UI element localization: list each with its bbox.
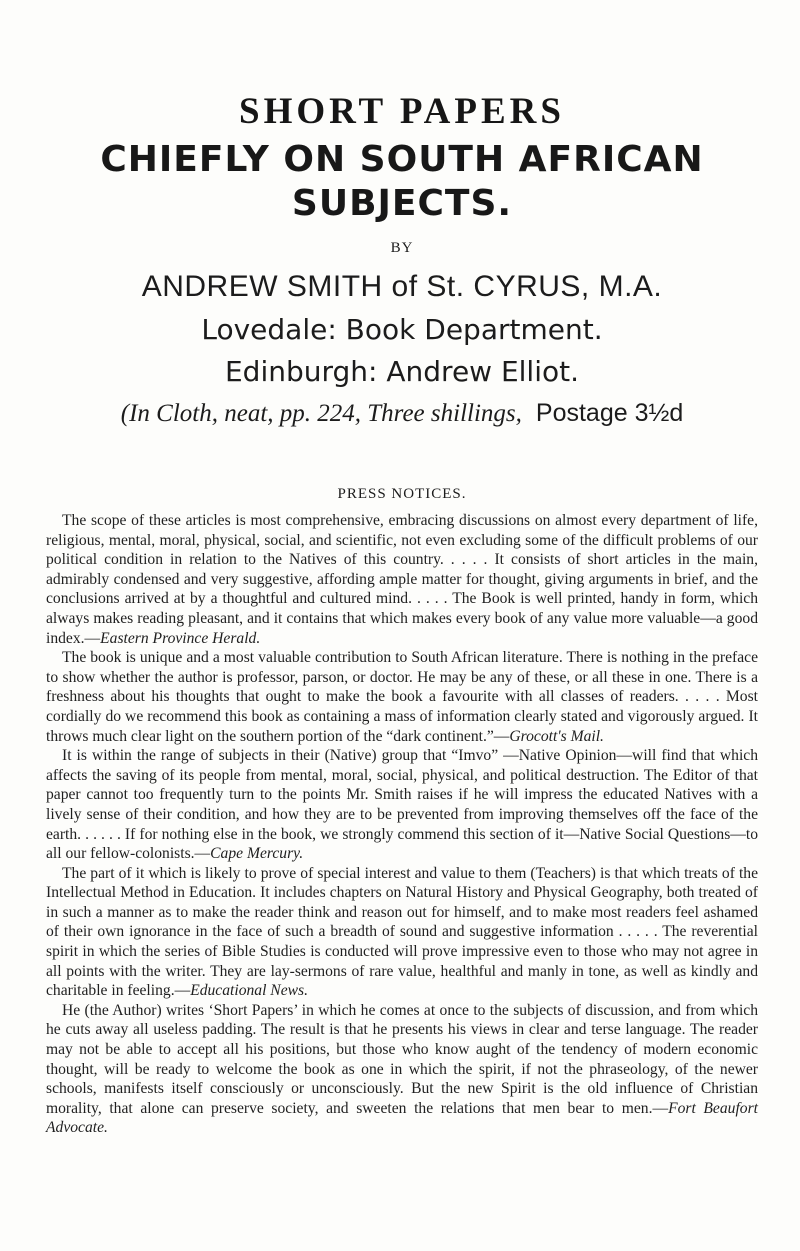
- notice-text: It is within the range of subjects in their (Native) group that “Imvo” —Native Opinion—will find that which affects the saving of its people from mental, moral, social, physical, and political destruction. The Editor of that paper cannot too frequently turn to the points Mr. Smith raises if he will impress the educated Natives with a lively sense of their condition, and how they are to be prevented from improving themselves off the face of the earth. . . . . . If for nothing else in the book, we strongly commend this section of it—Native Social Questions—to all our fellow-colonists.—: [46, 747, 758, 863]
- book-title: SHORT PAPERS: [239, 91, 565, 132]
- notice-source: Educational News.: [190, 982, 309, 1000]
- notice-text: The book is unique and a most valuable contribution to South African literature. There is nothing in the preface to show whether the author is professor, parson, or doctor. He may be any of these, or all these in one. There is a freshness about his thoughts that ought to make the book a favourite with all classes of readers. . . . . Most cordially do we recommend this book as containing a mass of information clearly stated and vigorously argued. It throws much clear light on the southern portion of the “dark continent.”—: [46, 649, 758, 745]
- notice-text: The part of it which is likely to prove of special interest and value to them (Teachers) is that which treats of the Intellectual Method in Education. It includes chapters on Natural History and Physical Geography, both treated of in such a manner as to make the reader think and reason out for himself, and to make most readers feel ashamed of their own ignorance in the face of such a breadth of sound and suggestive information . . . . . The reverential spirit in which the series of Bible Studies is conducted will prove impressive even to those who may not agree in all points with the writer. They are lay-sermons of rare value, healthful and manly in tone, as well as kindly and charitable in feeling.—: [46, 864, 758, 1000]
- press-notice: [46, 864, 758, 1001]
- postage-price: Postage 3½d: [535, 399, 684, 427]
- notice-text: The scope of these articles is most comprehensive, embracing discussions on almost every department of life, religious, mental, moral, physical, social, and scientific, not even excluding some of the difficult problems of our political condition in relation to the Natives of this country. . . . . It consists of short articles in the main, admirably condensed and very suggestive, affording ample matter for thought, giving arguments in brief, and the conclusions arrived at by a thoughtful and cultured mind. . . . . The Book is well printed, handy in form, which always makes reading pleasant, and it contains that which makes every book of any value more valuable—a good index.—: [46, 512, 758, 647]
- book-subtitle: CHIEFLY ON SOUTH AFRICAN SUBJECTS.: [100, 139, 704, 224]
- by-line: BY: [390, 240, 414, 256]
- notice-source: Grocott's Mail.: [509, 727, 604, 745]
- notice-source: Cape Mercury.: [210, 845, 304, 863]
- press-notices-heading: PRESS NOTICES.: [337, 486, 467, 502]
- edition-text: (In Cloth, neat, pp. 224, Three shillings,: [120, 400, 522, 427]
- notice-source: Fort Beaufort Advocate.: [46, 1099, 758, 1137]
- press-notice: [46, 648, 758, 746]
- notice-source: Eastern Province Herald.: [100, 629, 261, 647]
- notice-text: He (the Author) writes ‘Short Papers’ in which he comes at once to the subjects of discussion, and from which he cuts away all useless padding. The result is that he presents his views in clear and terse language. The reader may not be able to accept all his positions, but those who know aught of the tendency of modern economic thought, will be ready to welcome the book as one in which the spirit, if not the phraseology, of the newer schools, manifests itself consciously or unconsciously. But the new Spirit is the old influence of Christian morality, that alone can preserve society, and sweeten the relations that men bear to men.—: [46, 1001, 758, 1117]
- publisher-lovedale: Lovedale: Book Department.: [201, 313, 603, 346]
- press-notice: [46, 1001, 758, 1138]
- edition-details: [46, 397, 758, 430]
- author-name: ANDREW SMITH of St. CYRUS, M.A.: [141, 270, 663, 303]
- press-notice: [46, 511, 758, 648]
- publisher-edinburgh: Edinburgh: Andrew Elliot.: [224, 355, 580, 388]
- press-notice: [46, 746, 758, 864]
